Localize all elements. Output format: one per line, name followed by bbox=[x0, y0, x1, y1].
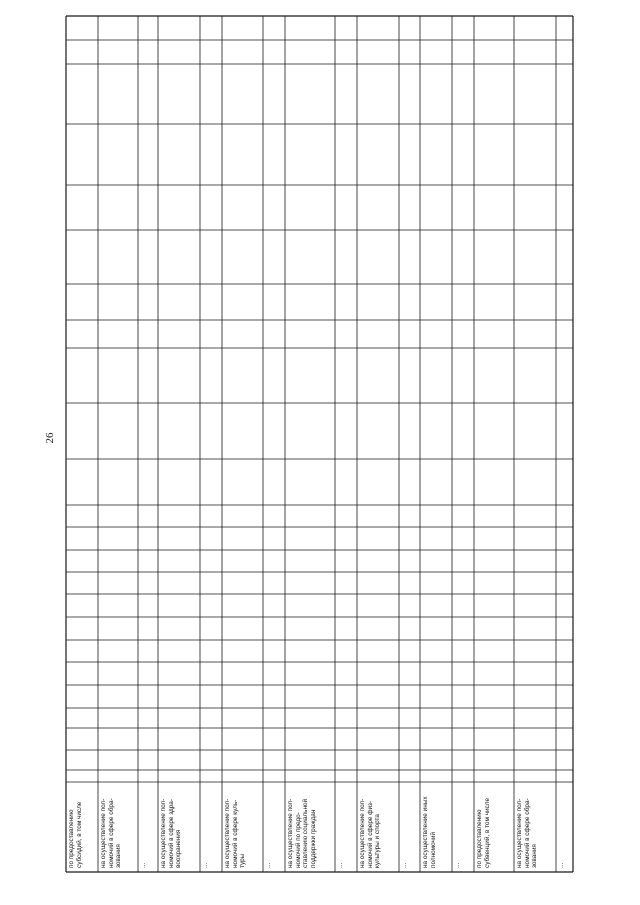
row-label-ellipsis: ... bbox=[140, 862, 147, 868]
row-label-ellipsis: ... bbox=[265, 862, 272, 868]
row-label-ellipsis: ... bbox=[454, 862, 461, 868]
row-label: на осуществление иных полномочий bbox=[422, 796, 437, 868]
row-label-ellipsis: ... bbox=[202, 862, 209, 868]
row-label: на осуществление пол-номочий в сфере физ-культуры и спорта bbox=[359, 798, 382, 868]
row-label: на осуществление пол-номочий в сфере куль-туры bbox=[224, 798, 247, 868]
row-label: на осуществление пол-номочий по предо-ставлению социальной поддержки граждан bbox=[287, 798, 317, 868]
page-number: 26 bbox=[44, 432, 56, 444]
row-label-ellipsis: ... bbox=[337, 862, 344, 868]
row-label: по предоставлению субвенций, в том числе bbox=[476, 797, 491, 868]
row-label: на осуществление пол-номочий в сфере обра-зования bbox=[100, 798, 123, 868]
row-label: по предоставлению субсидий, в том числе bbox=[68, 801, 83, 868]
row-label-ellipsis: ... bbox=[401, 862, 408, 868]
row-label: на осуществление пол-номочий в сфере здра-воохранения bbox=[160, 798, 183, 868]
row-label-ellipsis: ... bbox=[558, 862, 565, 868]
row-label: на осуществление пол-номочий в сфере обра-зования bbox=[516, 798, 539, 868]
